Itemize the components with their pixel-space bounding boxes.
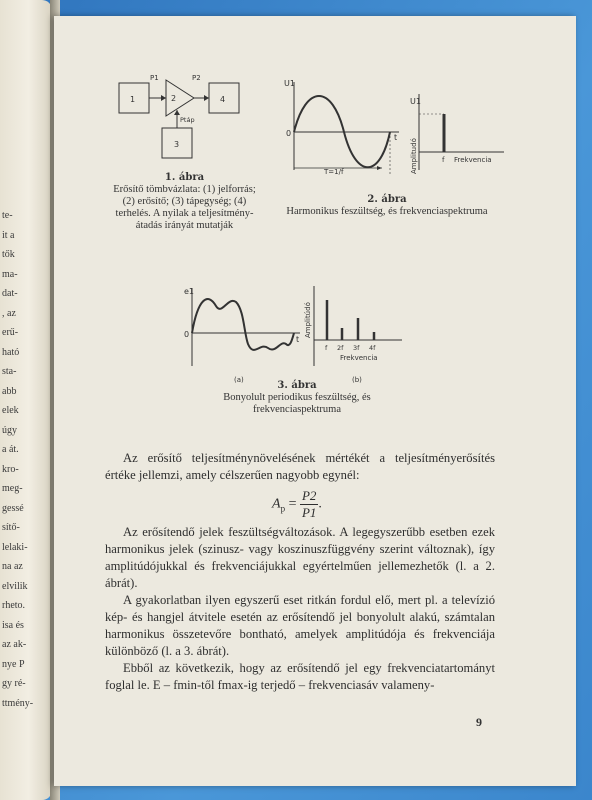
fig1-label-1: 1 bbox=[130, 95, 136, 104]
left-page-fragment: tők bbox=[2, 249, 15, 260]
fig1-label-4: 4 bbox=[220, 95, 226, 104]
left-page-fragment: ttmény- bbox=[2, 697, 34, 709]
left-page-fragment: meg- bbox=[2, 483, 23, 494]
left-page-fragment: a át. bbox=[2, 444, 19, 455]
formula-numerator: P2 bbox=[301, 488, 317, 503]
figure1-caption: Erősítő tömbvázlata: (1) jelforrás; (2) erősítő; (3) tápegység; (4) terhelés. A nyilak a teljesítmény-átadás irányát mutatják bbox=[113, 184, 256, 231]
left-page-fragment: kro- bbox=[2, 463, 19, 475]
paragraph-4-block bbox=[105, 660, 495, 694]
figure2-title: 2. ábra bbox=[367, 194, 407, 205]
fig1-label-2: 2 bbox=[171, 94, 177, 103]
figure1-caption-block bbox=[112, 172, 257, 232]
fig3-zero: 0 bbox=[184, 330, 190, 339]
fig1-label-3: 3 bbox=[174, 140, 180, 149]
fig1-ptap: Ptáp bbox=[180, 116, 195, 124]
fig3-2f: 2f bbox=[337, 344, 344, 352]
left-page-fragment: ható bbox=[2, 346, 20, 358]
fig1-p2: P2 bbox=[192, 74, 201, 82]
fig2-u1b-label: U1 bbox=[410, 97, 421, 106]
left-page-fragment: te- bbox=[2, 210, 13, 221]
left-page-fragment: it a bbox=[2, 229, 15, 241]
fig3-complex-wave bbox=[192, 299, 294, 350]
fig2-amplitudo: Amplitudó bbox=[410, 138, 418, 174]
fig3-a-label: (a) bbox=[234, 376, 244, 384]
left-page-fragment: ma- bbox=[2, 268, 18, 280]
fig2-zero: 0 bbox=[286, 129, 292, 138]
fig3-frekvencia: Frekvencia bbox=[340, 354, 378, 362]
left-page-fragment: elek bbox=[2, 405, 19, 416]
left-page-fragment: nye P bbox=[2, 658, 25, 670]
left-page-fragment: úgy bbox=[2, 424, 17, 436]
paragraph-3-block bbox=[105, 592, 495, 660]
left-page-fragment: az ak- bbox=[2, 639, 27, 650]
fig2-u1-label: U1 bbox=[284, 79, 295, 88]
fig3-e1-label: e1 bbox=[184, 287, 195, 296]
formula-eq: = bbox=[288, 496, 297, 512]
formula-fraction bbox=[300, 488, 318, 521]
left-page-fragment: lelaki- bbox=[2, 541, 28, 553]
fig1-p1: P1 bbox=[150, 74, 159, 82]
paragraph-1: Az erősítő teljesítménynövelésének mértékét a teljesítményerősítés értéke jellemzi, amely célszerűen nagyobb egynél: bbox=[105, 451, 495, 482]
formula-end: . bbox=[318, 496, 322, 512]
figure2-harmonic-signal bbox=[284, 74, 509, 186]
left-page-edge bbox=[0, 0, 52, 800]
left-page-fragment: isa és bbox=[2, 619, 24, 631]
fig2-period: T=1/f bbox=[324, 168, 344, 176]
figure1-block-diagram bbox=[114, 70, 254, 170]
fig3-4f: 4f bbox=[369, 344, 376, 352]
figure3-caption: Bonyolult periodikus feszültség, és frekvenciaspektruma bbox=[223, 392, 371, 415]
page-number: 9 bbox=[476, 715, 482, 729]
figure3-caption-block bbox=[182, 380, 412, 416]
formula-lhs-sub: p bbox=[280, 503, 286, 514]
figure1-title: 1. ábra bbox=[164, 172, 205, 183]
left-page-fragment: gessé bbox=[2, 502, 24, 514]
left-page-fragment: rheto. bbox=[2, 600, 26, 611]
figure3-complex-signal bbox=[182, 278, 412, 388]
left-page-fragment: abb bbox=[2, 385, 17, 397]
formula-denominator: P1 bbox=[301, 505, 317, 520]
left-page-fragment: sta- bbox=[2, 366, 17, 377]
left-page-fragment: na az bbox=[2, 561, 23, 572]
fig3-3f: 3f bbox=[353, 344, 360, 352]
figure2-caption: Harmonikus feszültség, és frekvenciaspektruma bbox=[286, 206, 488, 217]
left-page-fragment: dat- bbox=[2, 288, 18, 299]
fig3-amplitudo: Amplitúdó bbox=[304, 302, 312, 338]
fig3-t-label: t bbox=[296, 335, 300, 344]
left-page-fragment: erű- bbox=[2, 327, 19, 338]
paragraph-2: Az erősítendő jelek feszültségváltozások. A legegyszerűbb esetben ezek harmonikus jelek (szinusz- vagy koszinuszfüggvény szerint változnak), így amplitúdójukkal és frekvenciájukkal egyértelműen jellemezhetők (l. a 2. ábrát). bbox=[105, 525, 495, 590]
paragraph-3: A gyakorlatban ilyen egyszerű eset ritkán fordul elő, mert pl. a televízió kép- és hangjel átvitele esetén az erősítendő jel bonyolult alakú, számtalan harmonikus összetevőre bontható, amelyek amplitúdója és frekvenciája különböző (l. a 3. ábrát). bbox=[105, 593, 495, 658]
left-page-fragment: sítő- bbox=[2, 522, 20, 533]
paragraph-2-block bbox=[105, 524, 495, 592]
paragraph-1-block bbox=[105, 450, 495, 484]
fig3-b-label: (b) bbox=[352, 376, 362, 384]
fig3-f: f bbox=[325, 344, 328, 352]
fig2-frekvencia: Frekvencia bbox=[454, 156, 492, 164]
formula-lhs: A bbox=[272, 496, 281, 512]
left-page-fragment: elvilik bbox=[2, 580, 28, 592]
formula bbox=[272, 488, 322, 521]
figure2-caption-block bbox=[282, 194, 492, 218]
paragraph-4: Ebből az következik, hogy az erősítendő jel egy frekvenciatartományt foglal le. E – fmin-től fmax-ig terjedő – frekvenciasáv valameny- bbox=[105, 661, 495, 692]
left-page-fragment: , az bbox=[2, 307, 16, 319]
left-page-fragment: gy ré- bbox=[2, 678, 26, 689]
fig2-t-label: t bbox=[394, 133, 398, 142]
figure3-title: 3. ábra bbox=[277, 380, 317, 391]
fig2-f-label: f bbox=[442, 156, 445, 164]
